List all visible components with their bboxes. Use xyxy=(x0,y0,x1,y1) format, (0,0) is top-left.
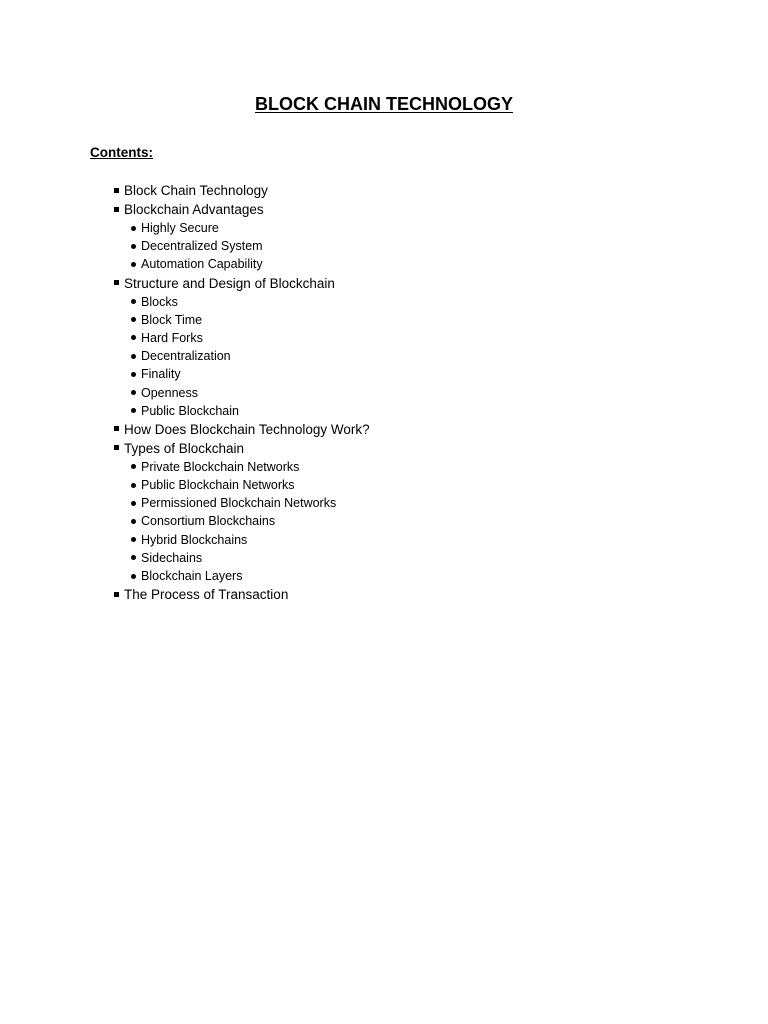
round-bullet-icon xyxy=(131,226,136,231)
toc-subitem-label: Automation Capability xyxy=(141,257,263,272)
toc-subitem-label: Decentralized System xyxy=(141,239,263,254)
page-title-text: BLOCK CHAIN TECHNOLOGY xyxy=(255,94,513,114)
toc-subitem xyxy=(112,494,370,512)
toc-subitem xyxy=(112,219,370,237)
square-bullet-icon xyxy=(114,445,119,450)
toc-sublist-container xyxy=(112,219,370,274)
toc-subitem-label: Blockchain Layers xyxy=(141,569,243,583)
toc-item xyxy=(112,181,370,200)
round-bullet-icon xyxy=(131,483,136,488)
toc-subitem-label: Consortium Blockchains xyxy=(141,514,276,529)
toc-item-label: Structure and Design of Blockchain xyxy=(124,275,335,291)
toc-subitem-label: Public Blockchain Networks xyxy=(141,478,295,493)
toc-subitem xyxy=(112,311,370,329)
toc-subitem xyxy=(112,255,370,273)
toc-subitem xyxy=(112,476,370,494)
toc-subitem xyxy=(112,293,370,311)
toc-subitem xyxy=(112,402,370,420)
square-bullet-icon xyxy=(114,188,119,193)
round-bullet-icon xyxy=(131,408,136,413)
table-of-contents xyxy=(112,181,370,604)
toc-subitem xyxy=(112,365,370,383)
toc-sublist xyxy=(112,219,370,274)
toc-subitem xyxy=(112,237,370,255)
toc-sublist-container xyxy=(112,293,370,420)
toc-item-label: How Does Blockchain Technology Work? xyxy=(124,421,370,437)
toc-subitem-label: Public Blockchain xyxy=(141,403,239,418)
round-bullet-icon xyxy=(131,372,136,377)
round-bullet-icon xyxy=(131,574,136,579)
toc-subitem-label: Finality xyxy=(141,367,181,382)
toc-item-label: Types of Blockchain xyxy=(124,440,245,456)
toc-subitem xyxy=(112,347,370,365)
toc-subitem xyxy=(112,549,370,567)
toc-subitem xyxy=(112,567,370,585)
contents-heading: Contents: xyxy=(90,145,153,160)
toc-subitem-label: Highly Secure xyxy=(141,221,219,235)
round-bullet-icon xyxy=(131,317,136,322)
round-bullet-icon xyxy=(131,335,136,340)
toc-subitem xyxy=(112,384,370,402)
toc-sublist xyxy=(112,293,370,420)
toc-subitem-label: Openness xyxy=(141,385,198,400)
toc-item xyxy=(112,439,370,458)
toc-subitem xyxy=(112,458,370,476)
round-bullet-icon xyxy=(131,390,136,395)
toc-sublist-container xyxy=(112,458,370,585)
toc-item xyxy=(112,420,370,439)
toc-subitem-label: Block Time xyxy=(141,312,203,327)
toc-subitem-label: Hybrid Blockchains xyxy=(141,532,248,547)
toc-item-label: Blockchain Advantages xyxy=(124,202,264,217)
round-bullet-icon xyxy=(131,501,136,506)
square-bullet-icon xyxy=(114,426,119,431)
toc-subitem-label: Permissioned Blockchain Networks xyxy=(141,496,337,511)
round-bullet-icon xyxy=(131,354,136,359)
toc-sublist xyxy=(112,458,370,585)
square-bullet-icon xyxy=(114,207,119,212)
square-bullet-icon xyxy=(114,592,119,597)
toc-subitem-label: Sidechains xyxy=(141,550,203,565)
toc-item xyxy=(112,585,370,604)
toc-subitem xyxy=(112,329,370,347)
round-bullet-icon xyxy=(131,519,136,524)
toc-item xyxy=(112,200,370,219)
toc-subitem-label: Decentralization xyxy=(141,349,231,364)
round-bullet-icon xyxy=(131,299,136,304)
toc-item-label: Block Chain Technology xyxy=(124,183,268,198)
round-bullet-icon xyxy=(131,537,136,542)
round-bullet-icon xyxy=(131,464,136,469)
round-bullet-icon xyxy=(131,555,136,560)
toc-subitem xyxy=(112,512,370,530)
square-bullet-icon xyxy=(114,280,119,285)
toc-item xyxy=(112,274,370,293)
toc-subitem xyxy=(112,531,370,549)
toc-subitem-label: Private Blockchain Networks xyxy=(141,459,300,474)
round-bullet-icon xyxy=(131,244,136,249)
toc-item-label: The Process of Transaction xyxy=(124,587,289,603)
page-title xyxy=(0,94,768,115)
toc-subitem-label: Blocks xyxy=(141,294,178,309)
round-bullet-icon xyxy=(131,262,136,267)
toc-subitem-label: Hard Forks xyxy=(141,330,203,345)
